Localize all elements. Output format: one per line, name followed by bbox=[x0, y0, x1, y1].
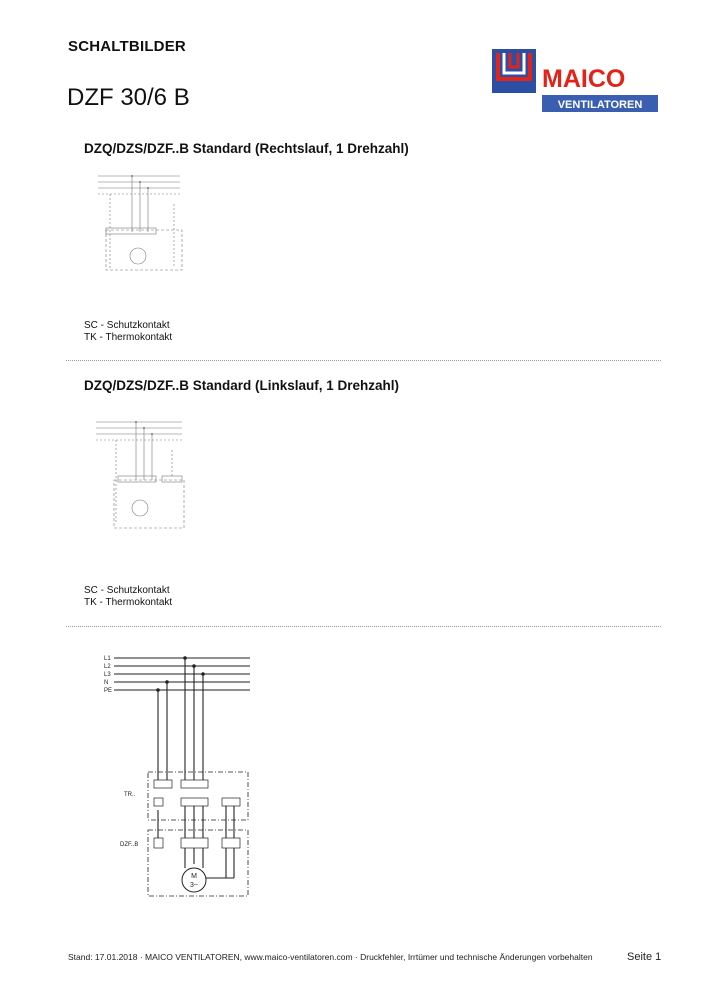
line-label-pe: PE bbox=[104, 688, 113, 694]
section-divider bbox=[66, 360, 661, 361]
motor-label: DZF..B bbox=[120, 842, 139, 848]
legend-linkslauf bbox=[84, 585, 172, 609]
wiring-diagram-main bbox=[100, 650, 270, 910]
wiring-diagram-linkslauf bbox=[88, 412, 198, 534]
page-title: DZF 30/6 B bbox=[67, 84, 190, 111]
section-title-linkslauf: DZQ/DZS/DZF..B Standard (Linkslauf, 1 Drehzahl) bbox=[84, 378, 400, 393]
switch-label: TR.. bbox=[124, 792, 136, 798]
line-label-l2: L2 bbox=[104, 664, 111, 670]
legend-item: TK - Thermokontakt bbox=[84, 332, 173, 343]
wiring-diagram-rechtslauf bbox=[88, 168, 198, 276]
footer-text: Stand: 17.01.2018 · MAICO VENTILATOREN, www.maico-ventilatoren.com · Druckfehler, Irrtümer und technische Änderungen vorbehalten bbox=[68, 952, 593, 962]
legend-item: SC - Schutzkontakt bbox=[84, 320, 170, 331]
switch-enclosure bbox=[148, 772, 248, 820]
legend-item: TK - Thermokontakt bbox=[84, 597, 173, 608]
legend-rechtslauf bbox=[84, 320, 172, 344]
page-number: Seite 1 bbox=[627, 951, 662, 963]
line-label-l1: L1 bbox=[104, 656, 111, 662]
section-divider bbox=[66, 626, 661, 627]
line-label-n: N bbox=[104, 680, 109, 686]
maico-logo bbox=[490, 45, 660, 115]
maico-mark-icon bbox=[492, 49, 536, 93]
line-label-l3: L3 bbox=[104, 672, 111, 678]
document-type-label: SCHALTBILDER bbox=[68, 38, 186, 55]
section-title-rechtslauf: DZQ/DZS/DZF..B Standard (Rechtslauf, 1 Drehzahl) bbox=[84, 141, 409, 156]
logo-brand-text: MAICO bbox=[542, 65, 626, 93]
legend-item: SC - Schutzkontakt bbox=[84, 585, 170, 596]
maico-logo-graphic bbox=[490, 45, 660, 115]
motor-symbol-phase: 3~ bbox=[190, 882, 198, 889]
logo-sub-text: VENTILATOREN bbox=[557, 99, 643, 111]
motor-symbol-m: M bbox=[191, 873, 197, 880]
